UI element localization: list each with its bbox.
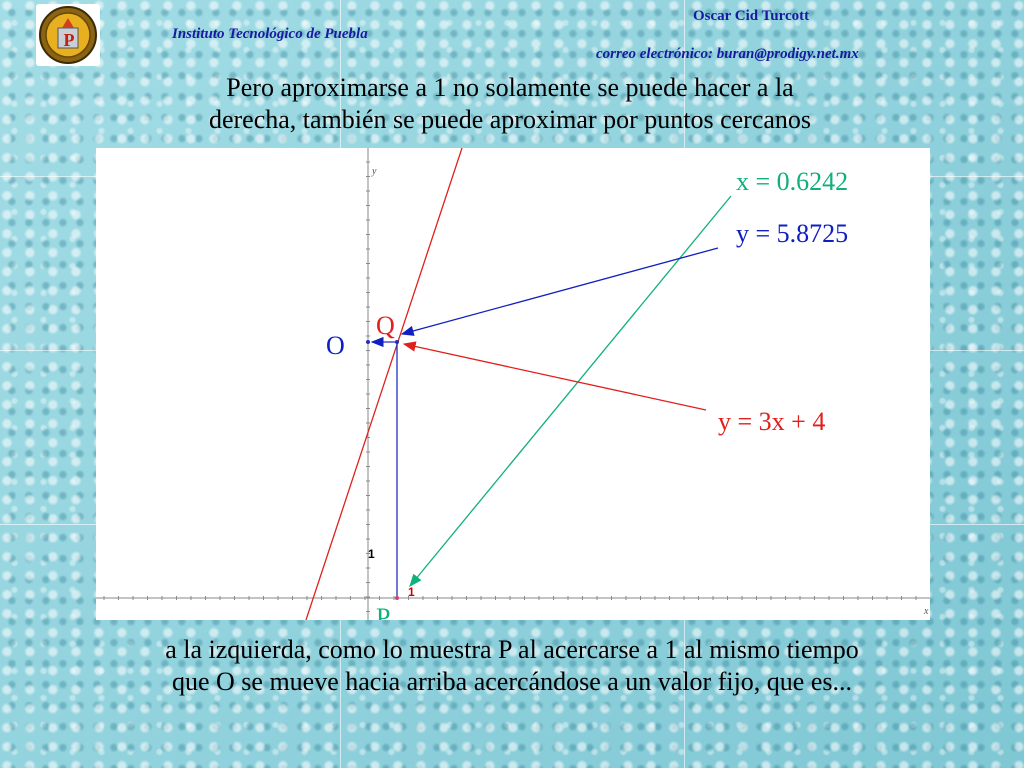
point-label-O: O bbox=[326, 331, 345, 360]
point-Q-marker bbox=[395, 340, 399, 344]
institute-seal-icon bbox=[36, 4, 100, 66]
point-O-marker bbox=[366, 340, 370, 344]
function-graph bbox=[96, 148, 930, 620]
tick-label-x-1: 1 bbox=[408, 585, 415, 599]
equation-arrow bbox=[404, 344, 706, 410]
heading-line-1: Pero aproximarse a 1 no solamente se puede hacer a la bbox=[226, 73, 794, 102]
equation-label: y = 3x + 4 bbox=[718, 407, 826, 436]
y-readout-arrow bbox=[402, 248, 718, 334]
x-readout-arrow bbox=[410, 196, 731, 586]
institute-name: Instituto Tecnológico de Puebla bbox=[172, 26, 368, 42]
axis-y-label: y bbox=[372, 166, 377, 177]
point-label-Q: Q bbox=[376, 311, 395, 340]
author-name: Oscar Cid Turcott bbox=[693, 8, 810, 24]
point-label-P: P bbox=[376, 603, 391, 620]
slide-caption bbox=[40, 634, 984, 698]
heading-line-2: derecha, también se puede aproximar por puntos cercanos bbox=[208, 105, 812, 134]
function-line bbox=[306, 148, 462, 620]
logo-letter: P bbox=[63, 30, 75, 50]
axis-x-label: x bbox=[924, 606, 929, 617]
point-P-marker bbox=[395, 596, 399, 600]
caption-line-2: que O se mueve hacia arriba acercándose a un valor fijo, que es... bbox=[171, 667, 853, 696]
caption-line-1: a la izquierda, como lo muestra P al acercarse a 1 al mismo tiempo bbox=[165, 635, 859, 664]
y-readout: y = 5.8725 bbox=[736, 219, 849, 248]
x-readout: x = 0.6242 bbox=[736, 167, 849, 196]
graph-canvas bbox=[96, 148, 930, 620]
tick-label-y-1: 1 bbox=[368, 547, 375, 561]
institute-logo bbox=[36, 4, 100, 66]
slide-heading bbox=[80, 72, 940, 136]
author-email: correo electrónico: buran@prodigy.net.mx bbox=[596, 46, 859, 62]
